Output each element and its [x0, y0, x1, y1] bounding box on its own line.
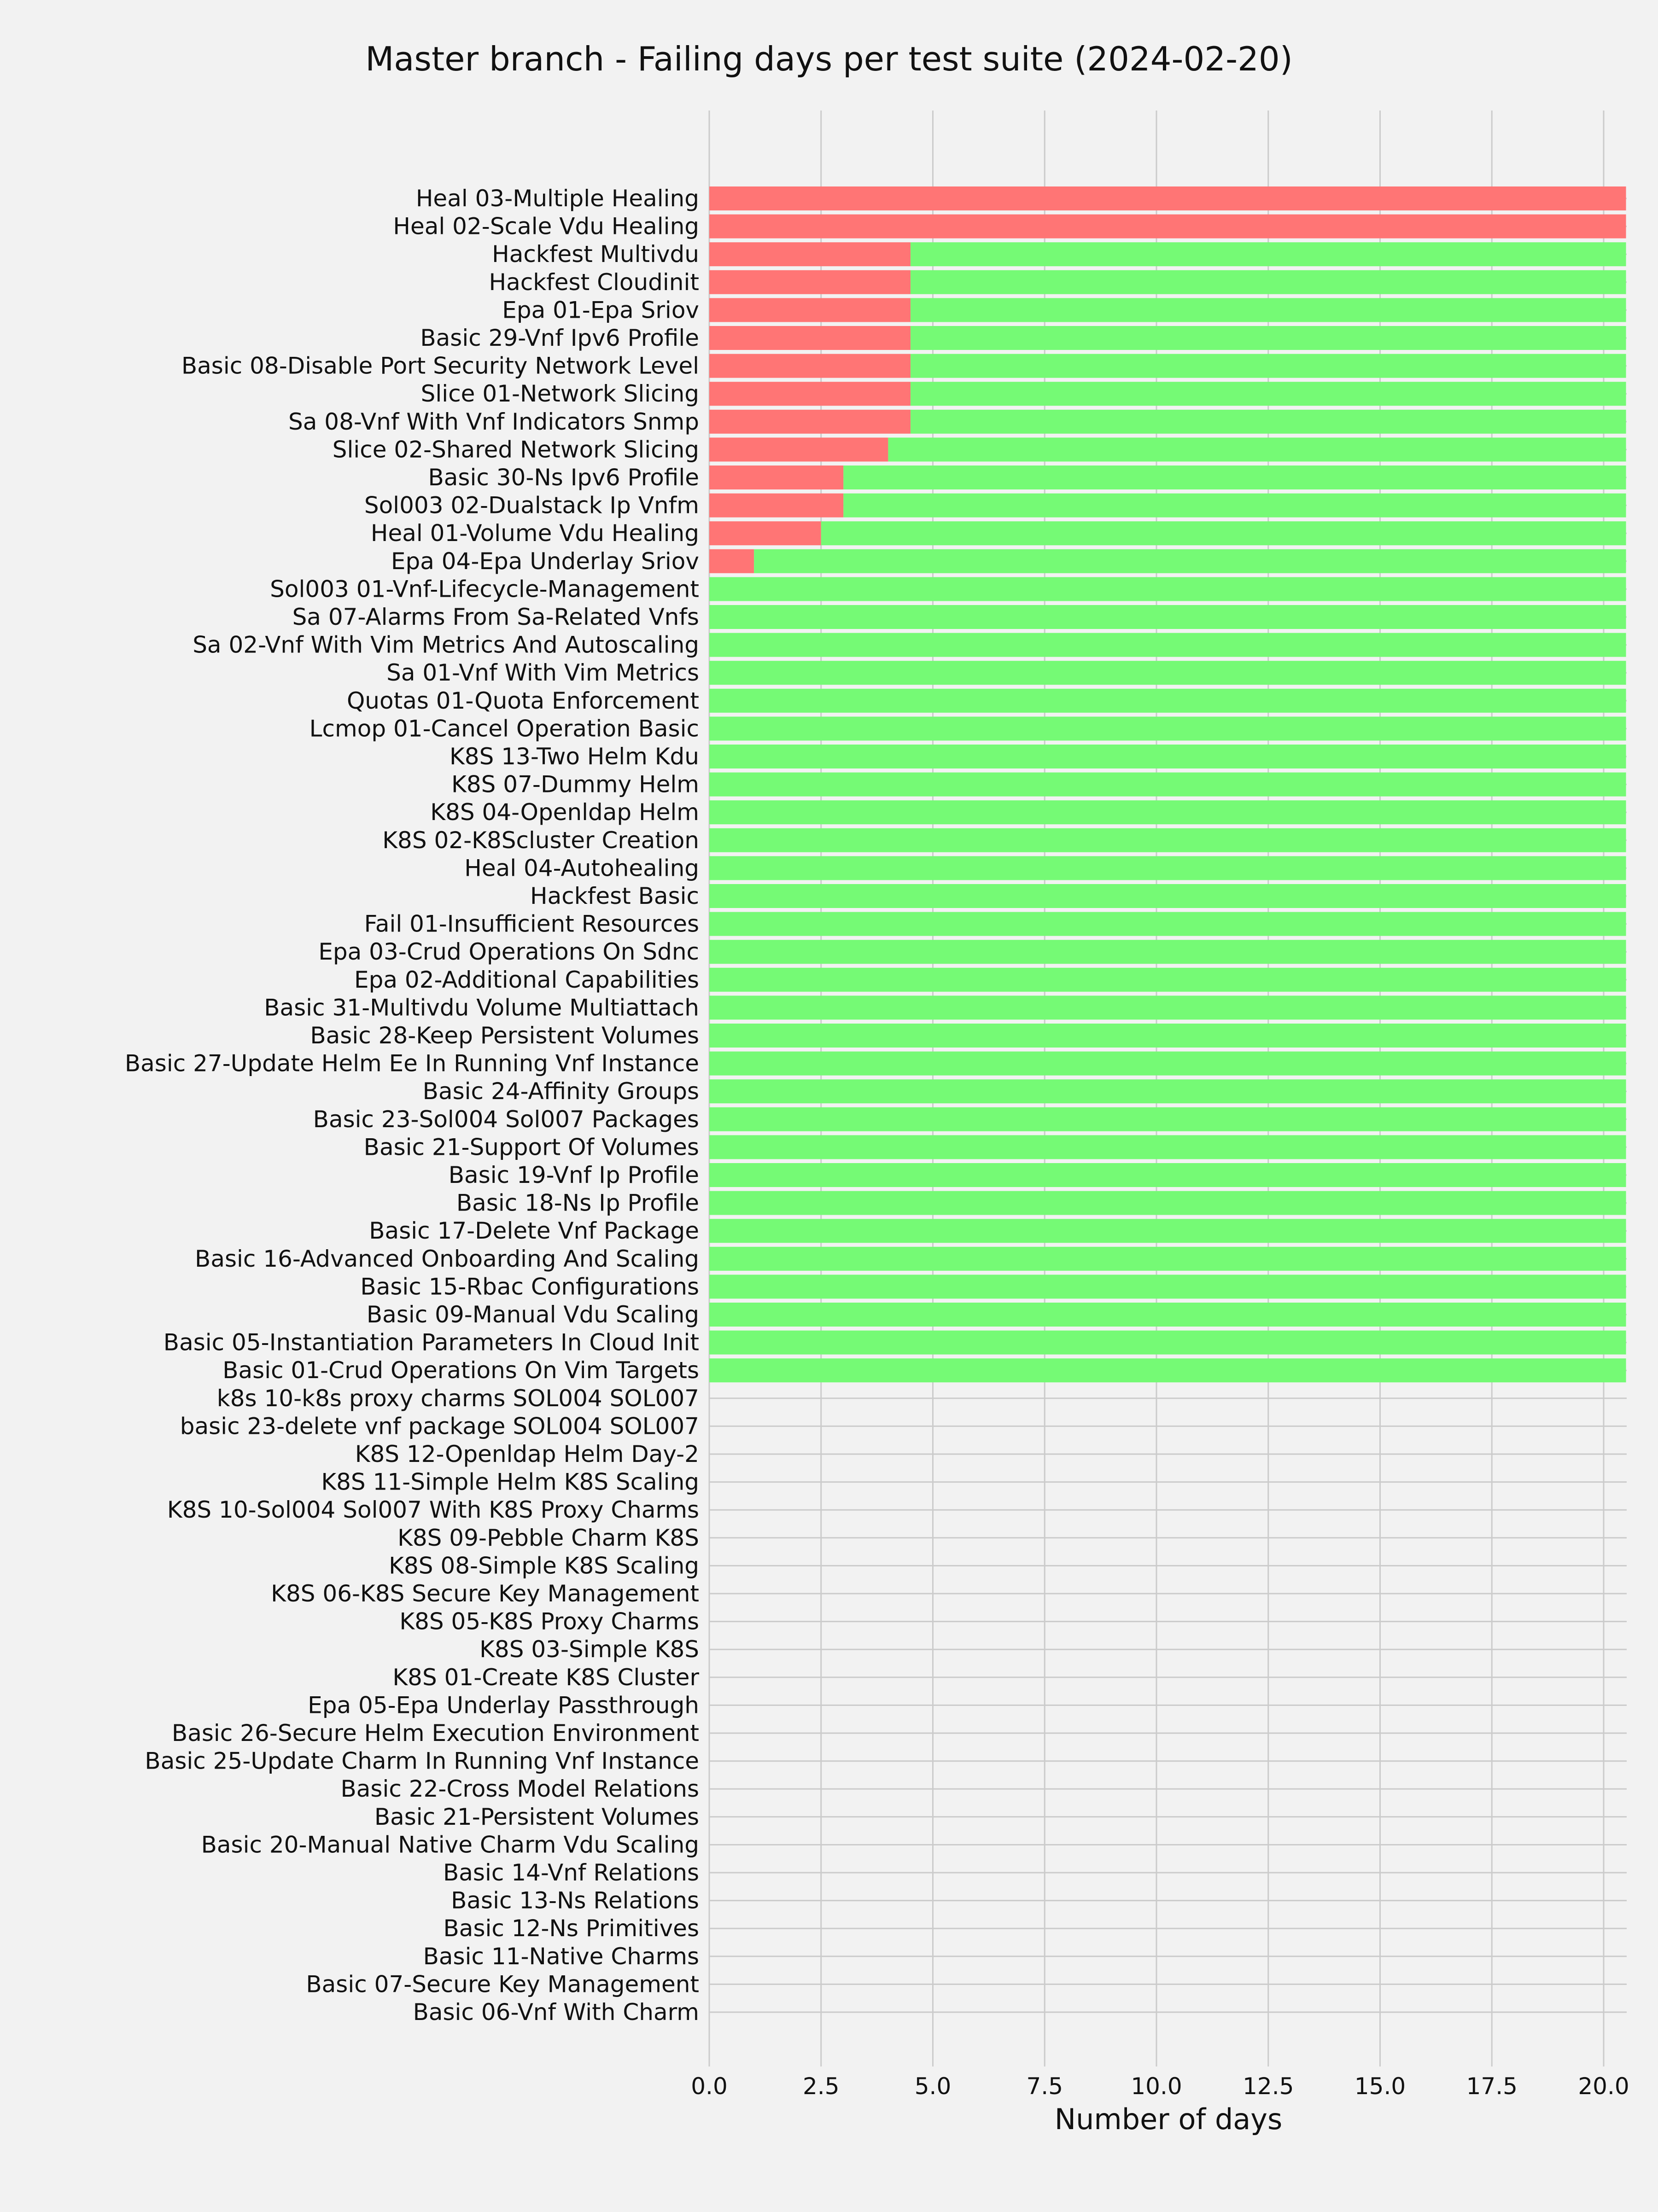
y-tick-label: Sa 02-Vnf With Vim Metrics And Autoscaling: [193, 631, 699, 658]
y-tick-label: Epa 03-Crud Operations On Sdnc: [318, 938, 699, 966]
y-tick-label: K8S 04-Openldap Helm: [430, 799, 699, 826]
y-tick-label: Basic 18-Ns Ip Profile: [456, 1189, 699, 1217]
y-tick-label: K8S 01-Create K8S Cluster: [392, 1664, 699, 1691]
y-tick-label: Basic 31-Multivdu Volume Multiattach: [264, 994, 699, 1021]
bar-passing: [709, 1303, 1626, 1327]
bar-failing: [709, 326, 911, 350]
y-tick-label: K8S 09-Pebble Charm K8S: [397, 1524, 699, 1551]
bar-passing: [821, 521, 1626, 545]
y-tick-label: Basic 01-Crud Operations On Vim Targets: [222, 1357, 699, 1384]
y-tick-label: Basic 12-Ns Primitives: [443, 1915, 699, 1942]
y-tick-label: Hackfest Multivdu: [492, 241, 699, 268]
bar-passing: [709, 1024, 1626, 1048]
bar-passing: [709, 884, 1626, 908]
bar-passing: [709, 689, 1626, 713]
y-tick-label: K8S 06-K8S Secure Key Management: [271, 1580, 699, 1607]
bar-passing: [709, 661, 1626, 685]
bar-passing: [709, 577, 1626, 601]
x-tick-label: 7.5: [1026, 2073, 1063, 2100]
bar-passing: [709, 1107, 1626, 1131]
y-tick-label: Lcmop 01-Cancel Operation Basic: [309, 715, 699, 742]
y-tick-label: Sa 01-Vnf With Vim Metrics: [386, 659, 699, 687]
bar-failing: [709, 466, 843, 489]
y-tick-label: Fail 01-Insufficient Resources: [364, 910, 699, 937]
bar-passing: [843, 494, 1626, 518]
bar-failing: [709, 186, 1626, 210]
y-tick-label: Basic 13-Ns Relations: [451, 1887, 699, 1914]
bar-failing: [709, 521, 821, 545]
y-tick-label: K8S 03-Simple K8S: [479, 1636, 699, 1663]
y-tick-label: Basic 25-Update Charm In Running Vnf Instance: [145, 1747, 699, 1775]
y-tick-label: K8S 11-Simple Helm K8S Scaling: [321, 1468, 699, 1496]
bar-passing: [709, 995, 1626, 1019]
y-tick-label: Basic 17-Delete Vnf Package: [369, 1217, 699, 1245]
bar-failing: [709, 410, 911, 434]
bar-passing: [709, 1191, 1626, 1215]
x-tick-label: 2.5: [802, 2073, 840, 2100]
y-tick-label: Heal 02-Scale Vdu Healing: [393, 213, 699, 240]
bar-passing: [709, 633, 1626, 657]
y-tick-label: Basic 07-Secure Key Management: [306, 1971, 699, 1998]
x-axis-label: Number of days: [1054, 2102, 1283, 2136]
y-tick-label: Heal 01-Volume Vdu Healing: [370, 520, 699, 547]
bar-passing: [843, 466, 1626, 489]
bar-passing: [888, 437, 1626, 461]
bar-failing: [709, 215, 1626, 239]
x-tick-label: 12.5: [1243, 2073, 1294, 2100]
bar-passing: [709, 1358, 1626, 1382]
y-tick-label: K8S 12-Openldap Helm Day-2: [355, 1441, 699, 1467]
bar-passing: [709, 912, 1626, 936]
x-tick-label: 5.0: [914, 2073, 952, 2100]
bar-failing: [709, 270, 911, 294]
bar-passing: [911, 382, 1626, 406]
y-tick-label: Hackfest Basic: [530, 883, 699, 909]
bar-passing: [709, 1052, 1626, 1076]
bar-passing: [709, 1275, 1626, 1298]
bar-passing: [911, 326, 1626, 350]
y-tick-label: K8S 08-Simple K8S Scaling: [389, 1552, 699, 1579]
bar-passing: [709, 1079, 1626, 1103]
y-tick-label: Epa 02-Additional Capabilities: [354, 966, 699, 993]
y-tick-label: Basic 27-Update Helm Ee In Running Vnf Instance: [124, 1050, 699, 1077]
y-tick-label: Sa 07-Alarms From Sa-Related Vnfs: [292, 604, 699, 630]
y-tick-label: Basic 09-Manual Vdu Scaling: [366, 1301, 699, 1328]
y-tick-label: Basic 23-Sol004 Sol007 Packages: [313, 1106, 699, 1133]
y-tick-label: Basic 24-Affinity Groups: [422, 1078, 699, 1105]
bar-passing: [709, 856, 1626, 880]
bar-passing: [709, 800, 1626, 824]
y-tick-label: Basic 29-Vnf Ipv6 Profile: [420, 325, 699, 351]
y-tick-label: Slice 02-Shared Network Slicing: [332, 436, 699, 463]
y-tick-label: K8S 10-Sol004 Sol007 With K8S Proxy Charms: [167, 1496, 699, 1524]
x-tick-labels: [691, 2073, 1629, 2100]
y-tick-label: Sol003 01-Vnf-Lifecycle-Management: [270, 576, 699, 603]
y-tick-label: Heal 03-Multiple Healing: [415, 185, 699, 212]
bar-failing: [709, 242, 911, 266]
y-tick-label: Basic 08-Disable Port Security Network Level: [181, 352, 699, 379]
y-tick-label: Basic 19-Vnf Ip Profile: [448, 1162, 699, 1188]
chart-title: Master branch - Failing days per test suite (2024-02-20): [365, 40, 1293, 78]
bar-passing: [709, 773, 1626, 797]
bar-failing: [709, 494, 843, 518]
x-tick-label: 17.5: [1466, 2073, 1518, 2100]
x-tick-label: 20.0: [1578, 2073, 1629, 2100]
bar-passing: [911, 298, 1626, 322]
y-tick-label: k8s 10-k8s proxy charms SOL004 SOL007: [216, 1385, 699, 1412]
bar-failing: [709, 549, 754, 573]
y-tick-label: Basic 15-Rbac Configurations: [360, 1273, 699, 1300]
bar-passing: [709, 1163, 1626, 1187]
y-tick-label: Basic 05-Instantiation Parameters In Cloud Init: [163, 1329, 699, 1356]
y-tick-label: Basic 11-Native Charms: [423, 1943, 699, 1970]
y-tick-label: Basic 30-Ns Ipv6 Profile: [428, 464, 699, 491]
y-tick-label: Basic 14-Vnf Relations: [443, 1859, 699, 1886]
y-tick-label: Quotas 01-Quota Enforcement: [346, 687, 699, 714]
y-tick-label: Basic 16-Advanced Onboarding And Scaling: [195, 1245, 699, 1272]
bar-passing: [911, 270, 1626, 294]
bar-failing: [709, 437, 888, 461]
y-tick-label: Basic 20-Manual Native Charm Vdu Scaling: [201, 1831, 699, 1858]
bar-failing: [709, 382, 911, 406]
y-tick-label: basic 23-delete vnf package SOL004 SOL007: [180, 1413, 699, 1440]
bar-passing: [754, 549, 1626, 573]
bar-passing: [709, 745, 1626, 768]
y-tick-labels: [125, 185, 700, 2026]
bar-passing: [709, 605, 1626, 629]
bar-passing: [709, 968, 1626, 992]
bar-passing: [709, 1247, 1626, 1271]
bar-passing: [911, 410, 1626, 434]
y-tick-label: Basic 06-Vnf With Charm: [413, 1999, 699, 2026]
y-tick-label: Basic 26-Secure Helm Execution Environment: [171, 1720, 699, 1746]
y-tick-label: Heal 04-Autohealing: [464, 855, 699, 882]
bar-passing: [709, 828, 1626, 852]
bar-passing: [911, 242, 1626, 266]
bar-passing: [911, 354, 1626, 378]
bar-failing: [709, 354, 911, 378]
bar-passing: [709, 716, 1626, 740]
y-tick-label: K8S 02-K8Scluster Creation: [382, 827, 699, 854]
y-tick-label: Slice 01-Network Slicing: [420, 380, 699, 407]
bar-passing: [709, 940, 1626, 964]
y-tick-label: Basic 22-Cross Model Relations: [340, 1775, 699, 1803]
y-tick-label: Basic 28-Keep Persistent Volumes: [310, 1022, 699, 1049]
bar-passing: [709, 1331, 1626, 1355]
y-tick-label: K8S 07-Dummy Helm: [451, 771, 699, 798]
y-tick-label: K8S 05-K8S Proxy Charms: [399, 1608, 699, 1635]
y-tick-label: Hackfest Cloudinit: [489, 268, 699, 296]
y-tick-label: Sol003 02-Dualstack Ip Vnfm: [364, 492, 699, 519]
bar-passing: [709, 1219, 1626, 1243]
bars: [709, 186, 1626, 1382]
bar-passing: [709, 1135, 1626, 1159]
y-tick-label: Epa 05-Epa Underlay Passthrough: [308, 1692, 699, 1719]
x-tick-label: 0.0: [691, 2073, 728, 2100]
y-tick-label: K8S 13-Two Helm Kdu: [449, 743, 699, 770]
y-tick-label: Basic 21-Persistent Volumes: [374, 1803, 699, 1830]
y-tick-label: Sa 08-Vnf With Vnf Indicators Snmp: [288, 408, 699, 435]
bar-failing: [709, 298, 911, 322]
y-tick-label: Epa 04-Epa Underlay Sriov: [391, 547, 699, 575]
x-tick-label: 15.0: [1354, 2073, 1406, 2100]
x-tick-label: 10.0: [1131, 2073, 1182, 2100]
y-tick-label: Basic 21-Support Of Volumes: [363, 1134, 699, 1161]
y-tick-label: Epa 01-Epa Sriov: [502, 297, 699, 324]
